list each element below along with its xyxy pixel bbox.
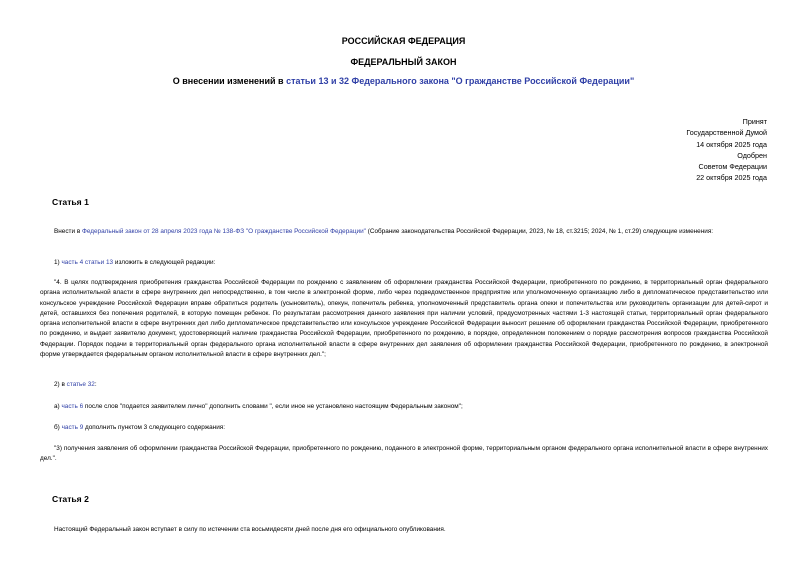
law-title-link[interactable]: статьи 13 и 32 Федерального закона "О гражданстве Российской Федерации" [286,76,635,86]
intro-law-link[interactable]: Федеральный закон от 28 апреля 2023 года № 138-ФЗ "О гражданстве Российской Федерации" [81,228,366,235]
adoption-line-4: Одобрен [737,150,767,160]
quote-part-4: "4. В целях подтверждения приобретения гражданства Российской Федерации по рождению с заявлением об оформлении гражданства Российской Федерации, приобретенного по рождению, в территориальный орган федерального органа исполнительной власти в сфере внутренних дел непосредственно, в том числе в электронной форме, либо через подведомственное предприятие или уполномоченную организацию либо в дипломатическое представительство или консульское учреждение Российской Федерации вправе обратиться родитель (усыновитель), опекун, попечитель ребенка, уполномоченный представитель органа опеки и попечительства или руководитель организации для детей-сирот и детей, оставшихся без попечения родителей, в которую помещен ребенок. По результатам рассмотрения данного заявления при наличии условий, предусмотренных частями 1-3 настоящей статьи, территориальный орган федерального органа исполнительной власти в сфере внутренних дел либо дипломатическое представительство или консульское учреждение Российской Федерации выносит решение об оформлении гражданства Российской Федерации, приобретенного по рождению, и выдает заявителю документ, удостоверяющий наличие гражданства Российской Федерации, приобретенного по рождению, в порядке, определенном положением о порядке рассмотрения вопросов гражданства Российской Федерации. Порядок подачи в территориальный орган федерального органа исполнительной власти в сфере внутренних дел заявления об оформлении гражданства Российской Федерации, приобретенного по рождению, в электронной форме утверждается федеральным органом исполнительной власти в сфере внутренних дел."; [40,279,768,359]
item-2-suffix: : [94,381,97,388]
law-type-heading: ФЕДЕРАЛЬНЫЙ ЗАКОН [350,57,457,67]
item-1 [54,258,215,268]
intro-suffix: (Собрание законодательства Российской Федерации, 2023, № 18, ст.3215; 2024, № 1, ст.29) следующие изменения: [365,228,714,235]
item-1-suffix: изложить в следующей редакции: [113,259,216,266]
law-title-prefix: О внесении изменений в [172,76,287,86]
article-2-heading: Статья 2 [52,494,89,504]
article-1-intro [40,227,768,237]
adoption-line-1: Принят [742,117,767,126]
adoption-line-3: 14 октября 2025 года [696,139,767,149]
item-2b [54,423,225,433]
item-2 [54,380,97,390]
quote-point-3: "3) получения заявления об оформлении гражданства Российской Федерации, приобретенного по рождению, поданного в электронной форме, территориальным органом федерального органа исполнительной власти в сфере внутренних дел.". [40,445,768,463]
law-title [0,76,807,86]
article-1-heading: Статья 1 [52,197,89,207]
adoption-line-6: 22 октября 2025 года [696,173,767,183]
adoption-line-2: Государственной Думой [686,128,767,138]
item-2-link[interactable]: статье 32 [66,381,95,388]
item-2a [54,402,463,412]
item-2-prefix: 2) в [54,381,67,388]
article-2-text: Настоящий Федеральный закон вступает в силу по истечении ста восьмидесяти дней после дня его официального опубликования. [54,526,446,533]
item-2a-suffix: после слов "подается заявителем лично" дополнить словами ", если иное не установлено настоящим Федеральным законом"; [83,403,463,410]
item-2b-prefix: б) [54,424,62,431]
item-1-link[interactable]: часть 4 статьи 13 [61,259,114,266]
adoption-block [567,116,767,184]
item-2b-suffix: дополнить пунктом 3 следующего содержания: [83,424,226,431]
item-2a-link[interactable]: часть 6 [61,403,84,410]
item-1-prefix: 1) [54,259,62,266]
item-2a-prefix: а) [54,403,62,410]
country-heading: РОССИЙСКАЯ ФЕДЕРАЦИЯ [341,36,466,46]
intro-prefix: Внести в [54,228,82,235]
item-2b-link[interactable]: часть 9 [61,424,84,431]
adoption-line-5: Советом Федерации [698,162,767,172]
